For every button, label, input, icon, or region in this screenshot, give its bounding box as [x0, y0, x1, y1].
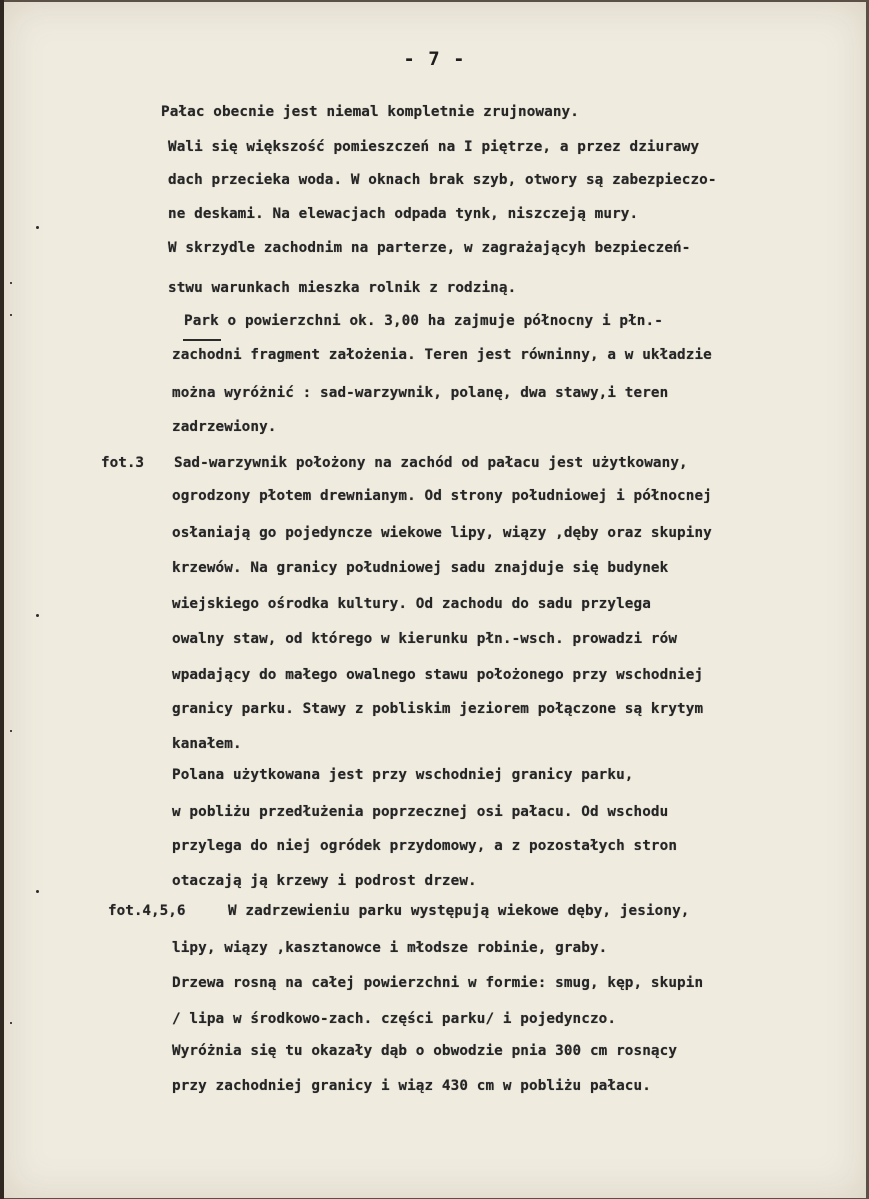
text-line: zadrzewiony. — [172, 419, 277, 435]
page-number: - 7 - — [403, 48, 466, 70]
edge-mark — [10, 730, 12, 732]
text-line: Wali się większość pomieszczeń na I piętrze, a przez dziurawy — [168, 139, 700, 155]
photo-reference-4-5-6: fot.4,5,6 — [108, 903, 186, 919]
text-line: wpadający do małego owalnego stawu położonego przy wschodniej — [172, 667, 704, 683]
text-line: dach przecieka woda. W oknach brak szyb, otwory są zabezpieczo- — [168, 172, 717, 188]
text-line: Wyróżnia się tu okazały dąb o obwodzie pnia 300 cm rosnący — [172, 1043, 678, 1059]
text-line: można wyróżnić : sad-warzywnik, polanę, dwa stawy,i teren — [172, 385, 669, 401]
text-line: ogrodzony płotem drewnianym. Od strony południowej i północnej — [172, 488, 712, 504]
text-line: owalny staw, od którego w kierunku płn.-wsch. prowadzi rów — [172, 631, 678, 647]
text-line: granicy parku. Stawy z pobliskim jeziorem połączone są krytym — [172, 701, 704, 717]
paragraph-underline-mark — [183, 339, 221, 341]
text-line: W zadrzewieniu parku występują wiekowe dęby, jesiony, — [228, 903, 690, 919]
text-line: Sad-warzywnik położony na zachód od pałacu jest użytkowany, — [174, 455, 688, 471]
text-line: / lipa w środkowo-zach. części parku/ i pojedynczo. — [172, 1011, 617, 1027]
text-line: osłaniają go pojedyncze wiekowe lipy, wiązy ,dęby oraz skupiny — [172, 525, 712, 541]
photo-reference-3: fot.3 — [101, 455, 145, 471]
text-line: kanałem. — [172, 736, 242, 752]
text-line: Drzewa rosną na całej powierzchni w formie: smug, kęp, skupin — [172, 975, 704, 991]
text-line: otaczają ją krzewy i podrost drzew. — [172, 873, 477, 889]
text-line: w pobliżu przedłużenia poprzecznej osi pałacu. Od wschodu — [172, 804, 669, 820]
text-line: wiejskiego ośrodka kultury. Od zachodu do sadu przylega — [172, 596, 651, 612]
text-line: przylega do niej ogródek przydomowy, a z pozostałych stron — [172, 838, 678, 854]
text-line: stwu warunkach mieszka rolnik z rodziną. — [168, 280, 517, 296]
margin-dot — [36, 226, 39, 229]
text-line: zachodni fragment założenia. Teren jest równinny, a w układzie — [172, 347, 712, 363]
text-line: lipy, wiązy ,kasztanowce i młodsze robinie, graby. — [172, 940, 608, 956]
margin-dot — [36, 890, 39, 893]
text-line: W skrzydle zachodnim na parterze, w zagrażającyh bezpieczeń- — [168, 240, 691, 256]
edge-mark — [10, 314, 12, 316]
text-line: Polana użytkowana jest przy wschodniej granicy parku, — [172, 767, 634, 783]
edge-mark — [10, 1022, 12, 1024]
text-line: przy zachodniej granicy i wiąz 430 cm w pobliżu pałacu. — [172, 1078, 651, 1094]
text-line: ne deskami. Na elewacjach odpada tynk, niszczeją mury. — [168, 206, 639, 222]
text-line: Pałac obecnie jest niemal kompletnie zrujnowany. — [161, 104, 579, 120]
text-line: Park o powierzchni ok. 3,00 ha zajmuje północny i płn.- — [184, 313, 663, 329]
edge-mark — [10, 282, 12, 284]
text-line: krzewów. Na granicy południowej sadu znajduje się budynek — [172, 560, 669, 576]
margin-dot — [36, 614, 39, 617]
